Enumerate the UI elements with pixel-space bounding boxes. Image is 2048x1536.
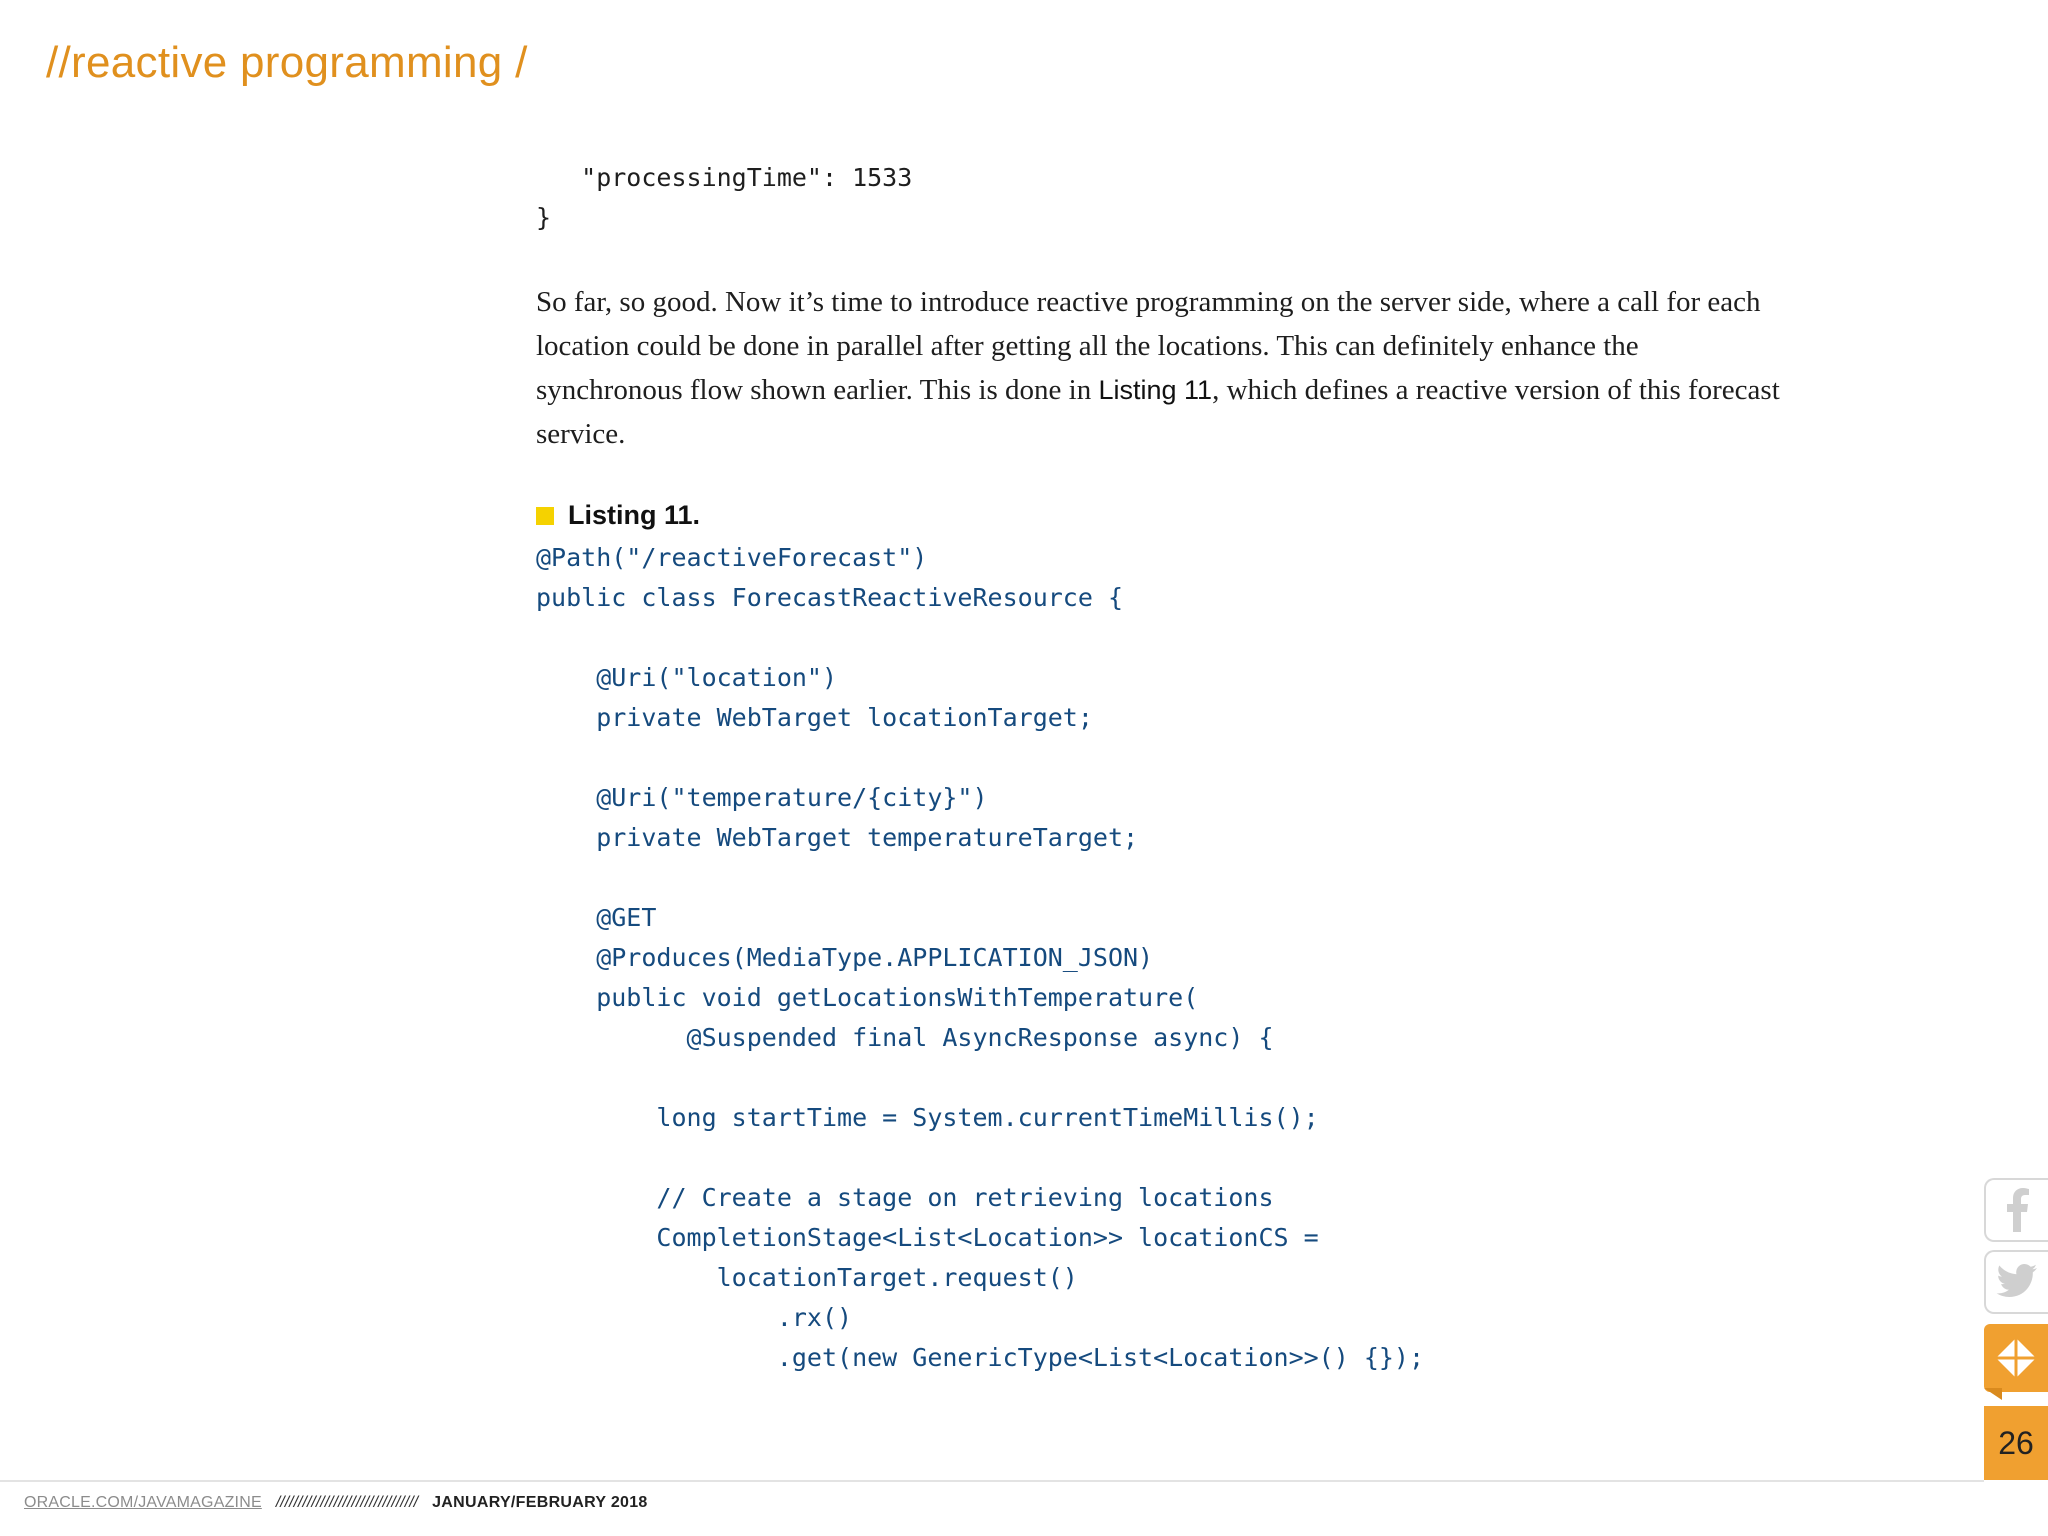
listing-label xyxy=(536,500,700,531)
twitter-share-button[interactable] xyxy=(1984,1250,2048,1314)
issue-date: JANUARY/FEBRUARY 2018 xyxy=(432,1494,648,1511)
listing-marker-icon xyxy=(536,507,554,525)
email-tab-tail xyxy=(1984,1388,2002,1400)
footer-slashes: //////////////////////////////// xyxy=(275,1494,419,1511)
listing-title: Listing 11. xyxy=(568,500,701,530)
page-number: 26 xyxy=(1984,1406,2048,1480)
paragraph-text: , which defines a reactive version of this forecast service. xyxy=(536,374,1780,450)
footer xyxy=(24,1494,648,1512)
body-paragraph xyxy=(536,280,1786,456)
facebook-icon xyxy=(2002,1188,2032,1232)
email-share-button[interactable] xyxy=(1984,1324,2048,1392)
code-line: } xyxy=(536,203,552,232)
footer-divider xyxy=(0,1480,1984,1482)
section-title: //reactive programming / xyxy=(46,38,528,87)
twitter-icon xyxy=(1996,1264,2038,1300)
site-link[interactable]: ORACLE.COM/JAVAMAGAZINE xyxy=(24,1494,262,1511)
code-line: "processingTime": 1533 xyxy=(536,163,913,192)
facebook-share-button[interactable] xyxy=(1984,1178,2048,1242)
listing-reference: Listing 11 xyxy=(1098,375,1213,405)
paragraph-text: So far, so good. Now it’s time to introduce reactive programming on the server side, where a call for each location could be done in parallel after getting all the locations. This can definitely enhance the synchronous flow shown earlier. This is done in xyxy=(536,286,1761,406)
email-icon xyxy=(1994,1336,2038,1380)
code-continuation xyxy=(536,158,912,238)
code-listing: @Path("/reactiveForecast") public class ForecastReactiveResource { @Uri("location") private WebTarget locationTarget; @Uri("temperature/{city}") private WebTarget temperatureTarget; @GET @Produces(MediaType.APPLICATION_JSON) public void getLocationsWithTemperature( @Suspended final AsyncResponse async) { long startTime = System.currentTimeMillis(); // Create a stage on retrieving locations CompletionStage<List<Location>> locationCS = locationTarget.request() .rx() .get(new GenericType<List<Location>>() {}); xyxy=(536,543,1425,1372)
